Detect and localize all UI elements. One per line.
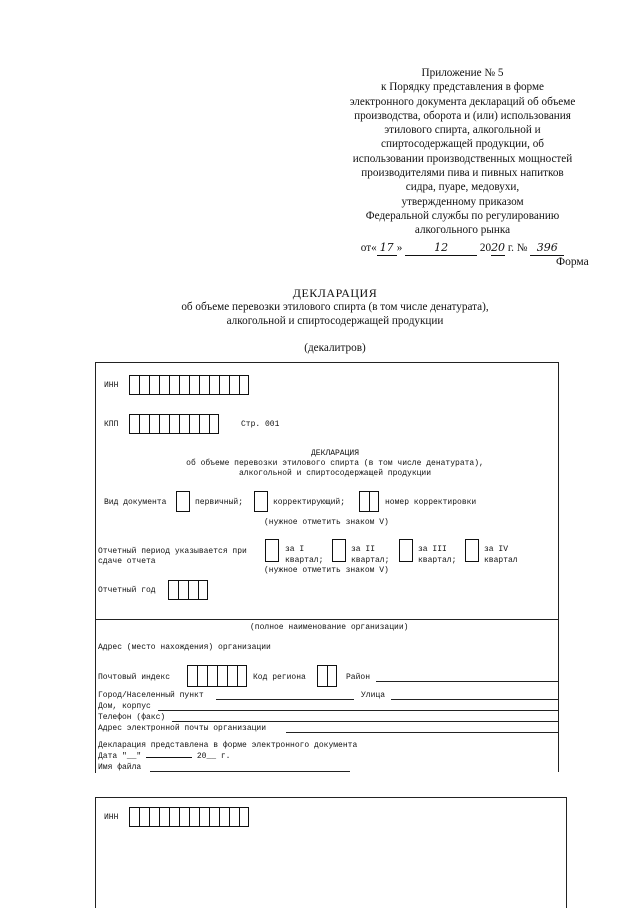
primary-label: первичный;	[195, 498, 244, 507]
title-subline: об объеме перевозки этилового спирта (в том числе денатурата),	[181, 301, 489, 313]
correction-number-cells[interactable]	[359, 491, 379, 512]
appendix-line: спиртосодержащей продукции, об	[381, 138, 544, 151]
page-number: Стр. 001	[241, 420, 280, 429]
q4-checkbox[interactable]	[465, 539, 479, 562]
title-subline: алкогольной и спиртосодержащей продукции	[226, 315, 444, 327]
org-name-line[interactable]	[95, 619, 558, 620]
appendix-line: утвержденному приказом	[401, 195, 524, 208]
kpp-cells[interactable]	[129, 414, 219, 434]
order-month: 12	[405, 241, 477, 256]
q1-label: за I	[285, 545, 305, 554]
date-month-line[interactable]	[146, 757, 192, 758]
region-label: Код региона	[253, 673, 306, 682]
q2-label: за II	[351, 545, 376, 554]
q1-label: квартал;	[285, 556, 324, 565]
declaration-title	[120, 286, 550, 355]
submitted-label: Декларация представлена в форме электронного документа	[98, 741, 358, 750]
q2-label: квартал;	[351, 556, 390, 565]
open-quote: «	[371, 241, 377, 254]
q3-checkbox[interactable]	[399, 539, 413, 562]
kpp-label: КПП	[104, 420, 119, 429]
appendix-line: к Порядку представления в форме	[380, 81, 545, 94]
form-heading: ДЕКЛАРАЦИЯ	[310, 449, 359, 458]
phone-line[interactable]	[172, 721, 558, 722]
form-subheading: об объеме перевозки этилового спирта (в том числе денатурата),	[186, 459, 484, 468]
q1-checkbox[interactable]	[265, 539, 279, 562]
address-label: Адрес (место нахождения) организации	[98, 643, 271, 652]
form-label: Форма	[556, 256, 589, 268]
appendix-line: алкогольного рынка	[414, 224, 511, 237]
house-label: Дом, корпус	[98, 702, 151, 711]
order-number: 396	[530, 241, 564, 256]
inn-cells[interactable]	[129, 375, 249, 395]
year-cells[interactable]	[168, 580, 208, 600]
date-label	[98, 752, 230, 761]
q3-label: квартал;	[418, 556, 457, 565]
corrective-checkbox[interactable]	[254, 491, 268, 512]
house-line[interactable]	[158, 710, 558, 711]
appendix-line: Федеральной службы по регулированию	[365, 209, 560, 222]
q2-checkbox[interactable]	[332, 539, 346, 562]
appendix-line: производителями пива и пивных напитков	[361, 167, 564, 180]
inn-label: ИНН	[104, 381, 119, 390]
q4-label: за IV	[484, 545, 509, 554]
appendix-line: электронного документа деклараций об объеме	[349, 95, 576, 108]
order-from: от	[360, 241, 372, 254]
form-subheading: алкогольной и спиртосодержащей продукции	[238, 469, 432, 478]
inn-cells-page2[interactable]	[129, 807, 249, 827]
appendix-line: Приложение № 5	[421, 67, 504, 79]
postal-code-cells[interactable]	[187, 665, 247, 687]
email-label: Адрес электронной почты организации	[98, 724, 267, 733]
period-label: сдаче отчета	[98, 557, 156, 566]
phone-label: Телефон (факс)	[98, 713, 166, 722]
period-label: Отчетный период указывается при	[98, 547, 247, 556]
appendix-line: сидра, пуаре, медовухи,	[405, 181, 520, 194]
appendix-line: этилового спирта, алкогольной и	[384, 124, 541, 137]
q3-label: за III	[418, 545, 447, 554]
order-year-suffix: 20	[491, 241, 505, 256]
appendix-line: производства, оборота и (или) использования	[354, 109, 571, 122]
date-year[interactable]: 20__ г.	[196, 752, 231, 761]
title-heading: ДЕКЛАРАЦИЯ	[292, 286, 378, 300]
date-day[interactable]: "__"	[122, 752, 142, 761]
org-name-hint: (полное наименование организации)	[250, 623, 409, 632]
order-day: 17	[377, 241, 397, 256]
year-label: Отчетный год	[98, 586, 156, 595]
date-label-text: Дата	[98, 752, 118, 761]
primary-checkbox[interactable]	[176, 491, 190, 512]
corrective-label: корректирующий;	[273, 498, 346, 507]
district-label: Район	[346, 673, 371, 682]
order-year-prefix: 20	[479, 241, 492, 254]
street-label: Улица	[361, 691, 386, 700]
postal-label: Почтовый индекс	[98, 673, 171, 682]
q4-label: квартал	[484, 556, 518, 565]
street-line[interactable]	[391, 699, 558, 700]
city-line[interactable]	[216, 699, 354, 700]
order-number-label: г. №	[507, 241, 528, 254]
filename-line[interactable]	[150, 771, 350, 772]
doc-type-hint: (нужное отметить знаком V)	[264, 518, 389, 527]
inn-label-page2: ИНН	[104, 813, 119, 822]
doc-type-label: Вид документа	[104, 498, 167, 507]
correction-number-label: номер корректировки	[385, 498, 477, 507]
appendix-line: использовании производственных мощностей	[352, 152, 573, 165]
region-code-cells[interactable]	[317, 665, 337, 687]
email-line[interactable]	[286, 732, 558, 733]
filename-label: Имя файла	[98, 763, 142, 772]
district-line[interactable]	[376, 681, 558, 682]
appendix-header	[330, 66, 595, 256]
city-label: Город/Населенный пункт	[98, 691, 204, 700]
units-label: (декалитров)	[304, 342, 366, 354]
close-quote: »	[396, 241, 403, 254]
order-date-line	[330, 241, 595, 256]
frame-right-border	[558, 362, 559, 772]
period-hint: (нужное отметить знаком V)	[264, 566, 389, 575]
